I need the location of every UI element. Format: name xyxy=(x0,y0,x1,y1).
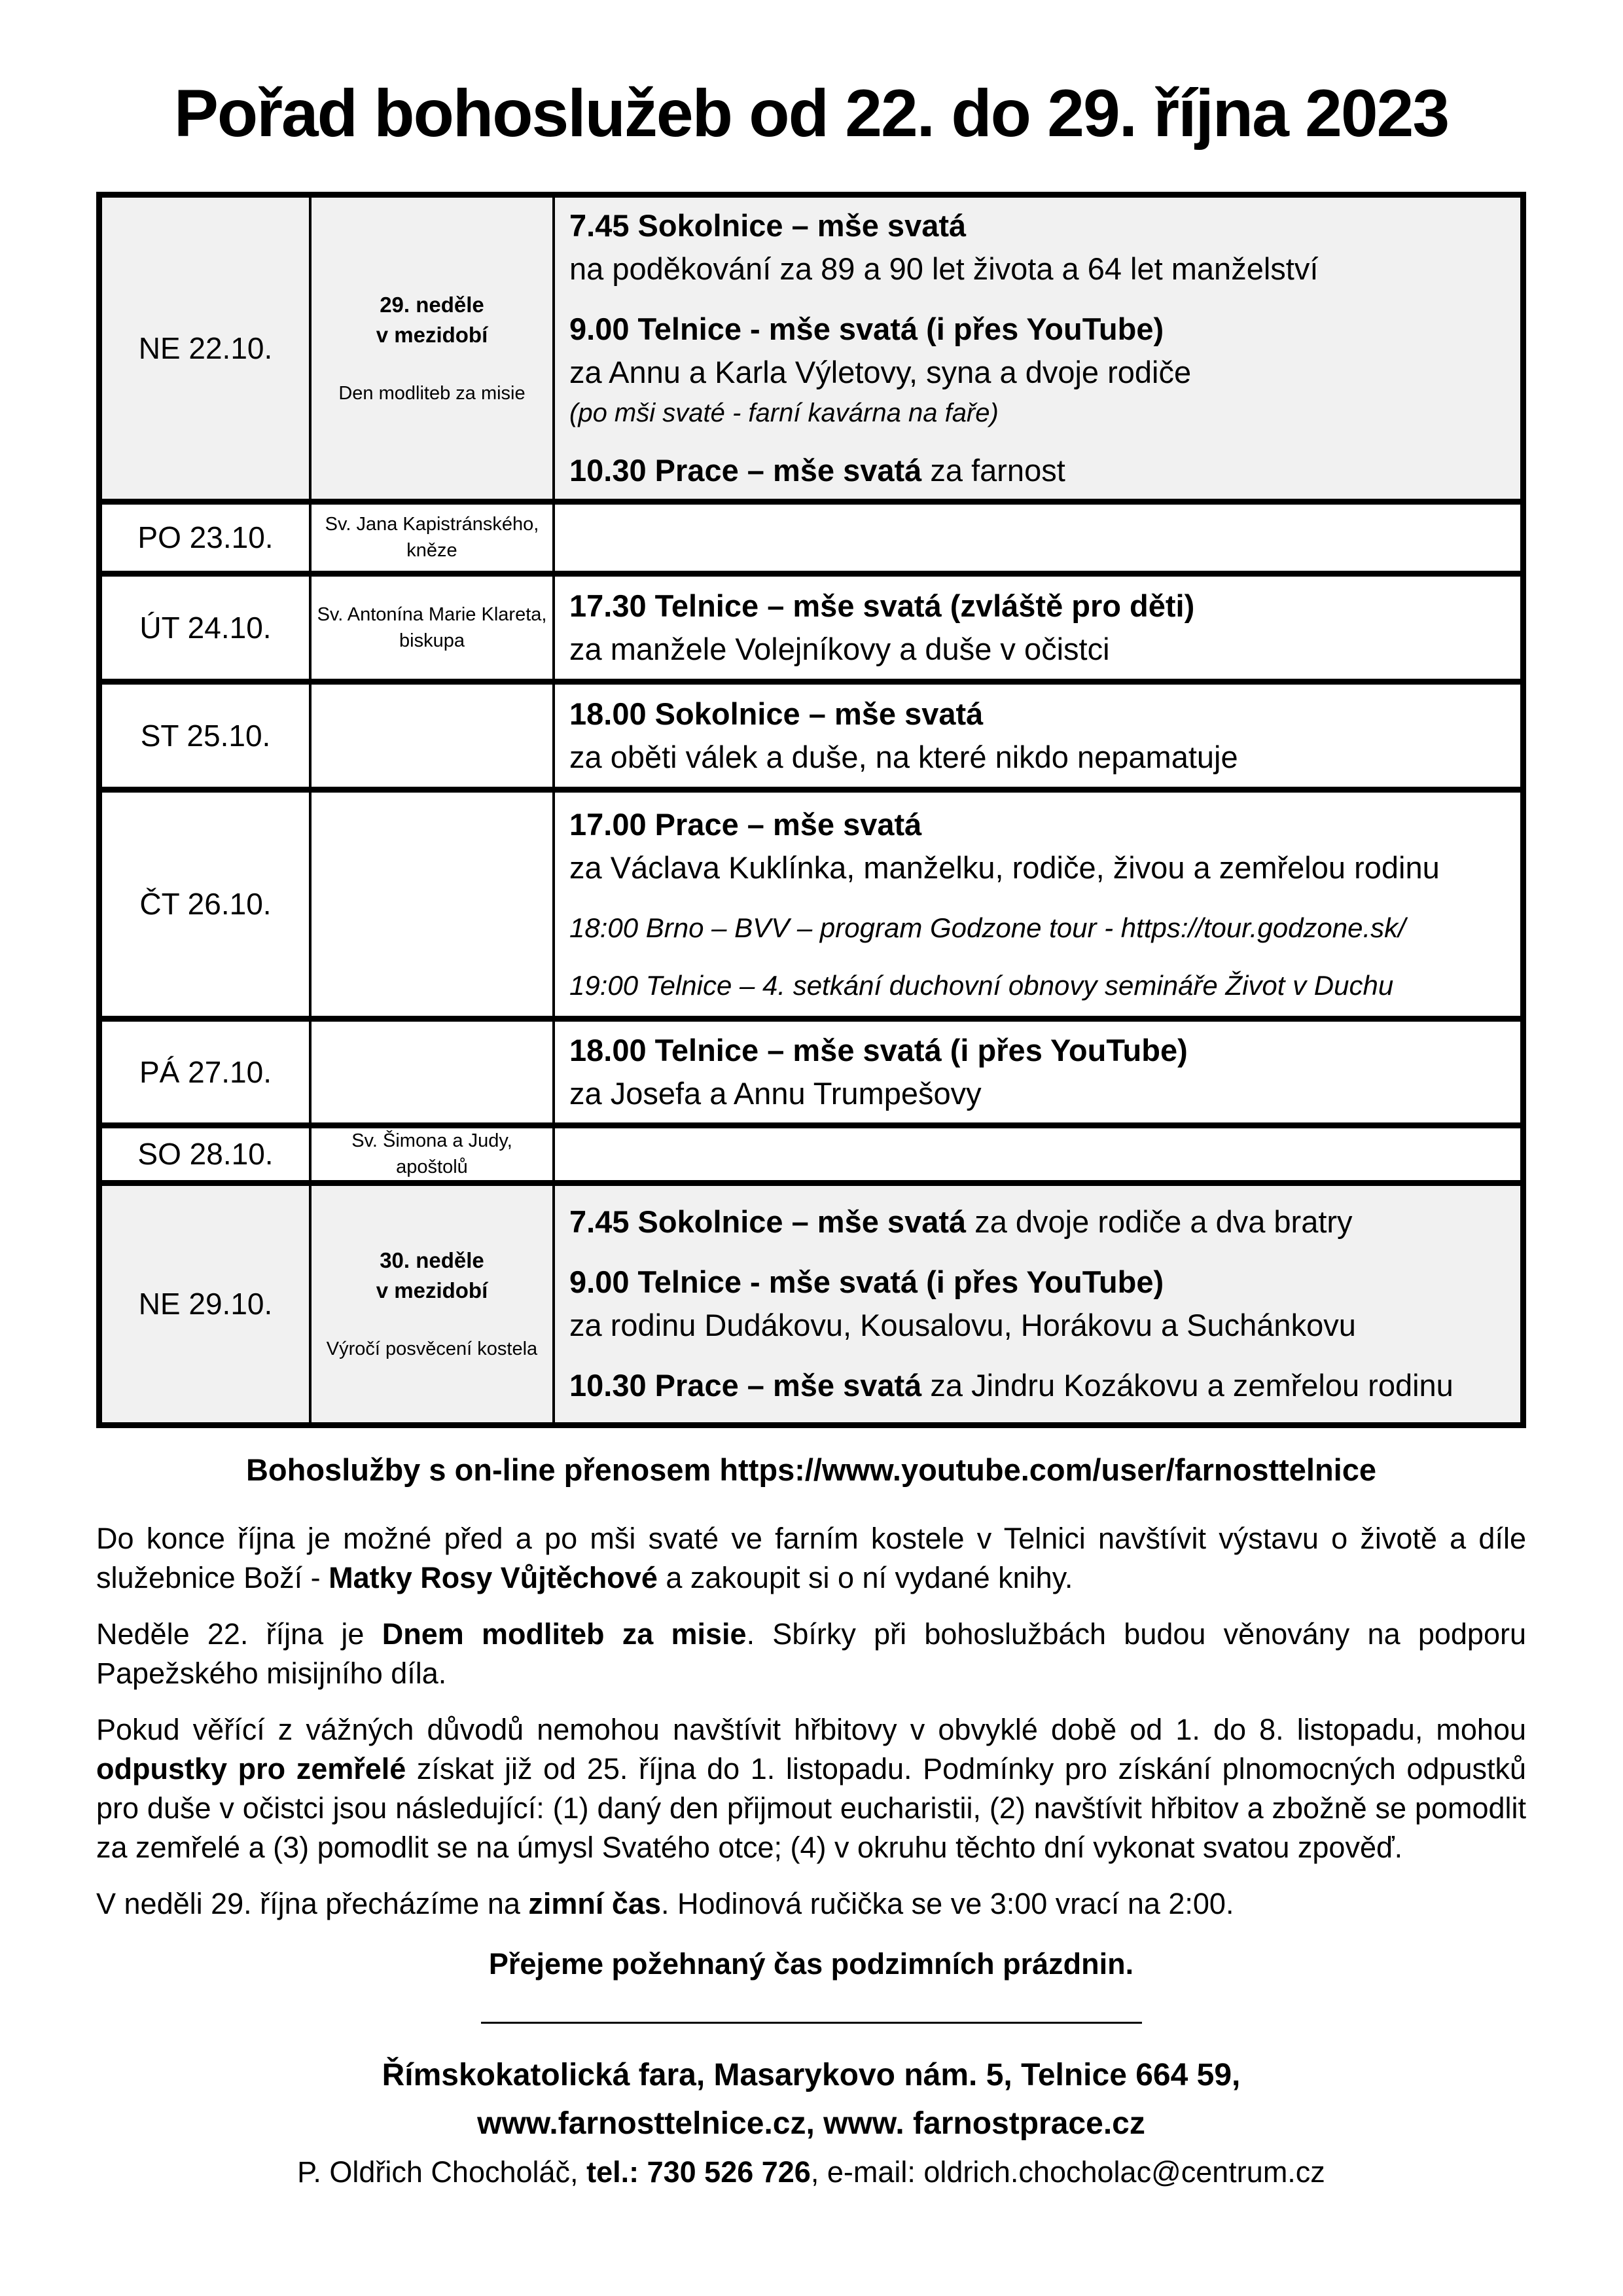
service-title: 9.00 Telnice - mše svatá (i přes YouTube) xyxy=(569,311,1164,346)
service-title: 18.00 Telnice – mše svatá (i přes YouTube) xyxy=(569,1032,1188,1067)
services-cell xyxy=(555,1022,1520,1122)
services-cell xyxy=(555,198,1520,499)
paragraph-exhibition xyxy=(96,1519,1526,1598)
feast-note: Sv. Antonína Marie Klareta, biskupa xyxy=(317,603,547,651)
day-label: PO 23.10. xyxy=(137,520,274,554)
announcements xyxy=(96,1519,1526,1924)
paragraph-bold: Dnem modliteb za misie xyxy=(382,1617,747,1651)
document-content xyxy=(96,72,1526,2197)
paragraph-indulgences xyxy=(96,1710,1526,1867)
day-cell xyxy=(102,505,312,571)
services-cell xyxy=(555,1186,1520,1422)
schedule-table xyxy=(96,192,1526,1428)
day-label: PÁ 27.10. xyxy=(139,1054,272,1089)
day-cell xyxy=(102,793,312,1016)
service-detail: za Josefa a Annu Trumpešovy xyxy=(569,1075,982,1111)
day-label: ČT 26.10. xyxy=(139,887,272,921)
paragraph-bold: zimní čas xyxy=(528,1886,661,1920)
day-cell xyxy=(102,1186,312,1422)
paragraph-text: Pokud věřící z vážných důvodů nemohou navštívit hřbitovy v obvyklé době od 1. do 8. listopadu, mohou xyxy=(96,1712,1526,1746)
service-title xyxy=(569,1364,1511,1407)
day-cell xyxy=(102,1128,312,1180)
service-title-suffix: za farnost xyxy=(921,452,1065,488)
feast-cell xyxy=(312,793,555,1016)
service-detail: za manžele Volejníkovy a duše v očistci xyxy=(569,631,1110,666)
services-cell xyxy=(555,505,1520,571)
extra-event-italic: 18:00 Brno – BVV – program Godzone tour - https://tour.godzone.sk/ xyxy=(569,912,1406,943)
footer-websites: www.farnosttelnice.cz, www. farnostprace.cz xyxy=(477,2106,1145,2141)
service-entry xyxy=(569,1029,1511,1115)
feast-note: Den modliteb za misie xyxy=(338,382,526,404)
footer-contact-email: , e-mail: oldrich.chocholac@centrum.cz xyxy=(810,2155,1325,2189)
day-cell xyxy=(102,577,312,679)
feast-title-line2: v mezidobí xyxy=(376,322,488,347)
table-row-tuesday-24 xyxy=(102,571,1520,679)
service-detail: na poděkování za 89 a 90 let života a 64 let manželství xyxy=(569,251,1319,286)
table-row-sunday-22 xyxy=(102,198,1520,499)
paragraph-bold: odpustky pro zemřelé xyxy=(96,1751,406,1785)
service-entry xyxy=(569,803,1511,889)
service-entry xyxy=(569,1261,1511,1347)
service-entry xyxy=(569,1364,1511,1407)
feast-cell xyxy=(312,685,555,787)
service-title xyxy=(569,1200,1511,1244)
service-title: 17.00 Prace – mše svatá xyxy=(569,807,922,842)
footer-contact xyxy=(96,2148,1526,2197)
day-label: NE 22.10. xyxy=(138,331,273,365)
service-detail: za oběti válek a duše, na které nikdo nepamatuje xyxy=(569,739,1238,774)
service-detail: za Annu a Karla Výletovy, syna a dvoje rodiče xyxy=(569,354,1192,389)
paragraph-text: Neděle 22. října je xyxy=(96,1617,382,1651)
service-title-suffix: za dvoje rodiče a dva bratry xyxy=(966,1204,1353,1239)
service-entry xyxy=(569,1200,1511,1244)
service-detail: za Václava Kuklínka, manželku, rodiče, živou a zemřelou rodinu xyxy=(569,850,1440,885)
service-title xyxy=(569,449,1511,492)
feast-note: Výročí posvěcení kostela xyxy=(326,1338,538,1359)
paragraph-bold: Matky Rosy Vůjtěchové xyxy=(329,1560,658,1594)
services-cell xyxy=(555,685,1520,787)
service-title-bold: 10.30 Prace – mše svatá xyxy=(569,1368,922,1403)
feast-cell xyxy=(312,1128,555,1180)
day-cell xyxy=(102,198,312,499)
footer-contact-name: P. Oldřich Chocholáč, xyxy=(297,2155,587,2189)
service-note: (po mši svaté - farní kavárna na faře) xyxy=(569,398,999,427)
table-row-friday-27 xyxy=(102,1016,1520,1122)
paragraph-text: . Hodinová ručička se ve 3:00 vrací na 2:00. xyxy=(660,1886,1234,1920)
feast-cell xyxy=(312,198,555,499)
service-entry xyxy=(569,584,1511,671)
service-title-bold: 7.45 Sokolnice – mše svatá xyxy=(569,1204,967,1239)
footer-address: Římskokatolická fara, Masarykovo nám. 5, Telnice 664 59, xyxy=(382,2057,1241,2092)
table-row-thursday-26 xyxy=(102,787,1520,1016)
day-label: ÚT 24.10. xyxy=(139,610,272,645)
day-label: ST 25.10. xyxy=(140,718,271,753)
service-entry xyxy=(569,204,1511,291)
service-title: 7.45 Sokolnice – mše svatá xyxy=(569,207,967,243)
extra-event-italic: 19:00 Telnice – 4. setkání duchovní obnovy semináře Život v Duchu xyxy=(569,970,1394,1001)
day-cell xyxy=(102,1022,312,1122)
feast-cell xyxy=(312,577,555,679)
service-detail: za rodinu Dudákovu, Kousalovu, Horákovu a Suchánkovu xyxy=(569,1308,1356,1342)
feast-cell xyxy=(312,1186,555,1422)
service-entry xyxy=(569,308,1511,432)
paragraph-missions xyxy=(96,1615,1526,1693)
feast-cell xyxy=(312,1022,555,1122)
table-row-wednesday-25 xyxy=(102,679,1520,787)
services-cell xyxy=(555,577,1520,679)
footer-contact-phone: tel.: 730 526 726 xyxy=(586,2155,811,2189)
paragraph-text: . Sbírky při bohoslužbách budou věnovány na podporu Papežského misijního díla. xyxy=(96,1617,1526,1690)
footer-separator xyxy=(481,2022,1142,2024)
day-label: NE 29.10. xyxy=(138,1287,273,1321)
footer xyxy=(96,2051,1526,2197)
services-cell xyxy=(555,793,1520,1016)
paragraph-text: Do konce října je možné před a po mši svaté ve farním kostele v Telnici navštívit výstavu o životě a díle služebnice Boží - xyxy=(96,1521,1526,1594)
table-row-sunday-29 xyxy=(102,1180,1520,1422)
paragraph-text: a zakoupit si o ní vydané knihy. xyxy=(657,1560,1073,1594)
service-title-suffix: za Jindru Kozákovu a zemřelou rodinu xyxy=(921,1368,1454,1403)
service-entry xyxy=(569,692,1511,779)
feast-note: Sv. Šimona a Judy, apoštolů xyxy=(351,1130,512,1177)
day-cell xyxy=(102,685,312,787)
table-row-monday-23 xyxy=(102,499,1520,571)
paragraph-wintertime xyxy=(96,1884,1526,1924)
table-row-saturday-28 xyxy=(102,1122,1520,1180)
paragraph-text: získat již od 25. října do 1. listopadu. Podmínky pro získání plnomocných odpustků pro duše v očistci jsou následující: (1) daný den přijmout eucharistii, (2) navštívit hřbitov a zbožně se pomodlit za zemřelé a (3) pomodlit se na úmysl Svatého otce; (4) v okruhu těchto dní vykonat svatou zpověď. xyxy=(96,1751,1527,1864)
wish-line: Přejeme požehnaný čas podzimních prázdnin. xyxy=(488,1946,1134,1981)
service-title-bold: 10.30 Prace – mše svatá xyxy=(569,452,922,488)
feast-title xyxy=(376,1246,488,1306)
page-title: Pořad bohoslužeb od 22. do 29. října 2023 xyxy=(173,76,1449,151)
feast-title xyxy=(376,290,488,350)
feast-title-line1: 30. neděle xyxy=(380,1248,484,1272)
service-entry xyxy=(569,449,1511,492)
paragraph-text: V neděli 29. října přecházíme na xyxy=(96,1886,529,1920)
feast-cell xyxy=(312,505,555,571)
online-streaming-note: Bohoslužby s on-line přenosem https://www.youtube.com/user/farnosttelnice xyxy=(245,1452,1377,1487)
service-title: 17.30 Telnice – mše svatá (zvláště pro děti) xyxy=(569,588,1195,623)
day-label: SO 28.10. xyxy=(137,1137,274,1171)
service-title: 18.00 Sokolnice – mše svatá xyxy=(569,696,984,731)
feast-note: Sv. Jana Kapistránského, kněze xyxy=(325,514,539,561)
feast-title-line2: v mezidobí xyxy=(376,1278,488,1302)
service-title: 9.00 Telnice - mše svatá (i přes YouTube) xyxy=(569,1265,1164,1299)
feast-title-line1: 29. neděle xyxy=(380,292,484,317)
services-cell xyxy=(555,1128,1520,1180)
